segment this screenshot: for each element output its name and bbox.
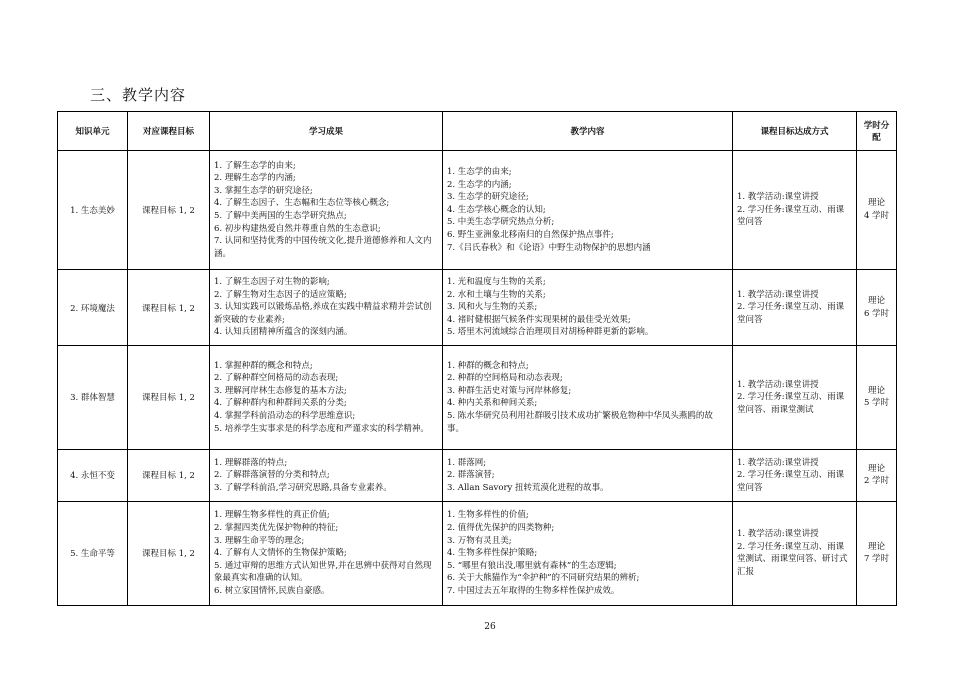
- hours-cell: [857, 501, 897, 605]
- hours-item: 7 学时: [863, 554, 890, 565]
- hours-cell: [857, 270, 897, 346]
- content-item: 3. 种群生活史对策与河岸林修复;: [447, 385, 572, 396]
- method-cell: [733, 270, 857, 346]
- method-cell: [733, 345, 857, 449]
- outcome-item: 4. 认知兵团精神所蕴含的深刻内涵。: [214, 327, 353, 338]
- method-item: 2. 学习任务:课堂互动、雨课堂问答: [737, 470, 845, 493]
- content-item: 7.《吕氏春秋》和《论语》中野生动物保护的思想内涵: [447, 242, 651, 253]
- outcome-item: 6. 树立家国情怀,民族自豪感。: [214, 585, 330, 596]
- header-content: 教学内容: [443, 112, 733, 151]
- table-header-row: [58, 112, 897, 151]
- outcome-item: 5. 了解中美两国的生态学研究热点;: [214, 211, 347, 222]
- content-item: 1. 生态学的由来;: [447, 167, 512, 177]
- outcome-cell: [210, 345, 443, 449]
- outcome-item: 1. 了解生态因子对生物的影响;: [214, 277, 330, 288]
- content-cell: [443, 501, 733, 605]
- goal-cell: 课程目标 1, 2: [128, 449, 210, 501]
- content-item: 5. 中美生态学研究热点分析;: [447, 217, 555, 228]
- hours-item: 2 学时: [863, 476, 890, 487]
- method-item: 1. 教学活动:课堂讲授: [737, 529, 819, 540]
- content-item: 1. 生物多样性的价值;: [447, 510, 529, 521]
- content-cell: [443, 151, 733, 270]
- content-item: 2. 群落演替;: [447, 470, 495, 481]
- method-item: 2. 学习任务:课堂互动、雨课堂问答、雨课堂测试: [737, 392, 845, 415]
- content-item: 4. 生物多样性保护策略;: [447, 548, 538, 559]
- content-item: 4. 褚时健根据气候条件实现果树的最佳受光效果;: [447, 314, 631, 325]
- header-methods: 课程目标达成方式: [733, 112, 857, 151]
- outcome-item: 2. 了解生物对生态因子的适应策略;: [214, 289, 347, 300]
- outcome-item: 2. 了解种群空间格局的动态表现;: [214, 373, 339, 384]
- content-item: 1. 光和温度与生物的关系;: [447, 277, 546, 288]
- method-cell: [733, 501, 857, 605]
- outcome-item: 1. 掌握种群的概念和特点;: [214, 360, 313, 371]
- header-goal: 对应课程目标: [128, 112, 210, 151]
- outcome-item: 1. 理解群落的特点;: [214, 457, 288, 468]
- hours-cell: [857, 345, 897, 449]
- header-hours: 学时分配: [857, 112, 897, 151]
- table-row: [58, 270, 897, 346]
- goal-cell: 课程目标 1, 2: [128, 151, 210, 270]
- unit-cell: 4. 永恒不变: [58, 449, 128, 501]
- content-item: 3. 风和火与生物的关系;: [447, 302, 538, 313]
- unit-cell: 3. 群体智慧: [58, 345, 128, 449]
- outcome-cell: [210, 270, 443, 346]
- outcome-item: 3. 认知实践可以锻炼品格,养成在实践中精益求精并尝试创新突破的专业素养;: [214, 302, 432, 325]
- header-outcomes: 学习成果: [210, 112, 443, 151]
- outcome-item: 3. 理解河岸林生态修复的基本方法;: [214, 385, 347, 396]
- method-cell: [733, 449, 857, 501]
- content-item: 7. 中国过去五年取得的生物多样性保护成效。: [447, 585, 620, 596]
- outcome-item: 4. 了解有人文情怀的生物保护策略;: [214, 548, 347, 559]
- method-item: 2. 学习任务:课堂互动、雨课堂测试、雨课堂问答、研讨式汇报: [737, 541, 848, 578]
- method-item: 1. 教学活动:课堂讲授: [737, 192, 819, 203]
- goal-cell: 课程目标 1, 2: [128, 501, 210, 605]
- section-heading: 三、教学内容: [90, 86, 187, 104]
- content-item: 1. 种群的概念和特点;: [447, 360, 529, 371]
- outcome-item: 2. 掌握四类优先保护物种的特征;: [214, 523, 339, 533]
- method-item: 2. 学习任务:课堂互动、雨课堂问答: [737, 302, 845, 325]
- table-row: [58, 151, 897, 270]
- hours-item: 6 学时: [863, 308, 890, 319]
- outcome-item: 4. 掌握学科前沿动态的科学思维意识;: [214, 411, 356, 422]
- content-item: 3. 万物有灵且美;: [447, 535, 512, 546]
- outcome-item: 2. 理解生态学的内涵;: [214, 173, 296, 184]
- content-item: 4. 种内关系和种间关系;: [447, 398, 538, 409]
- outcome-item: 4. 了解生态因子、生态幅和生态位等核心概念;: [214, 198, 390, 209]
- outcome-item: 1. 了解生态学的由来;: [214, 160, 296, 171]
- hours-item: 理论: [867, 541, 885, 552]
- unit-cell: 5. 生命平等: [58, 501, 128, 605]
- method-item: 1. 教学活动:课堂讲授: [737, 289, 819, 300]
- method-item: 2. 学习任务:课堂互动、雨课堂问答: [737, 204, 845, 228]
- content-item: 5. “哪里有狼出没,哪里就有森林”的生态逻辑;: [447, 560, 617, 571]
- content-item: 3. 生态学的研究途径;: [447, 192, 529, 203]
- header-unit: 知识单元: [58, 112, 128, 151]
- outcome-cell: [210, 449, 443, 501]
- content-item: 2. 水和土壤与生物的关系;: [447, 289, 546, 300]
- page-number: 26: [484, 622, 496, 632]
- outcome-item: 6. 初步构建热爱自然并尊重自然的生态意识;: [214, 223, 381, 234]
- content-cell: [443, 449, 733, 501]
- outcome-item: 1. 理解生物多样性的真正价值;: [214, 510, 330, 521]
- unit-cell: 1. 生态美妙: [58, 151, 128, 270]
- content-item: 1. 群落网;: [447, 457, 487, 468]
- outcome-item: 5. 培养学生实事求是的科学态度和严谨求实的科学精神。: [214, 423, 429, 434]
- outcome-item: 3. 理解生命平等的理念;: [214, 535, 305, 546]
- content-item: 2. 值得优先保护的四类物种;: [447, 523, 555, 533]
- content-item: 4. 生态学核心概念的认知;: [447, 204, 546, 215]
- method-item: 1. 教学活动:课堂讲授: [737, 457, 819, 468]
- hours-item: 理论: [867, 385, 885, 396]
- outcome-item: 3. 了解学科前沿,学习研究思路,具备专业素养。: [214, 482, 392, 493]
- content-item: 2. 生态学的内涵;: [447, 179, 512, 190]
- content-item: 3. Allan Savory 扭转荒漠化进程的故事。: [447, 482, 609, 493]
- hours-item: 4 学时: [863, 211, 890, 222]
- hours-item: 5 学时: [863, 398, 890, 409]
- hours-cell: [857, 151, 897, 270]
- goal-cell: 课程目标 1, 2: [128, 270, 210, 346]
- table-row: [58, 501, 897, 605]
- content-item: 6. 关于大熊猫作为“伞护种”的不同研究结果的辨析;: [447, 573, 640, 584]
- table-row: [58, 345, 897, 449]
- content-item: 6. 野生亚洲象北移南归的自然保护热点事件;: [447, 229, 614, 240]
- hours-item: 理论: [867, 295, 885, 306]
- table-row: [58, 449, 897, 501]
- teaching-content-table: [57, 111, 897, 606]
- hours-cell: [857, 449, 897, 501]
- content-item: 5. 陈水华研究员利用社群吸引技术成功扩繁极危物种中华凤头燕鸥的故事。: [447, 411, 713, 434]
- content-item: 5. 塔里木河流域综合治理项目对胡杨种群更新的影响。: [447, 327, 654, 338]
- outcome-item: 3. 掌握生态学的研究途径;: [214, 185, 313, 196]
- outcome-item: 7. 认同和坚持优秀的中国传统文化,提升道德修养和人文内涵。: [214, 236, 432, 259]
- goal-cell: 课程目标 1, 2: [128, 345, 210, 449]
- content-cell: [443, 270, 733, 346]
- outcome-cell: [210, 151, 443, 270]
- outcome-item: 4. 了解种群内和种群间关系的分类;: [214, 398, 347, 409]
- unit-cell: 2. 环境魔法: [58, 270, 128, 346]
- outcome-cell: [210, 501, 443, 605]
- outcome-item: 2. 了解群落演替的分类和特点;: [214, 470, 330, 481]
- hours-item: 理论: [867, 463, 885, 474]
- content-cell: [443, 345, 733, 449]
- outcome-item: 5. 通过审辩的思维方式认知世界,并在思辨中获得对自然现象最真实和准确的认知。: [214, 560, 432, 584]
- hours-item: 理论: [867, 198, 885, 209]
- method-item: 1. 教学活动:课堂讲授: [737, 379, 819, 390]
- content-item: 2. 种群的空间格局和动态表现;: [447, 373, 563, 384]
- method-cell: [733, 151, 857, 270]
